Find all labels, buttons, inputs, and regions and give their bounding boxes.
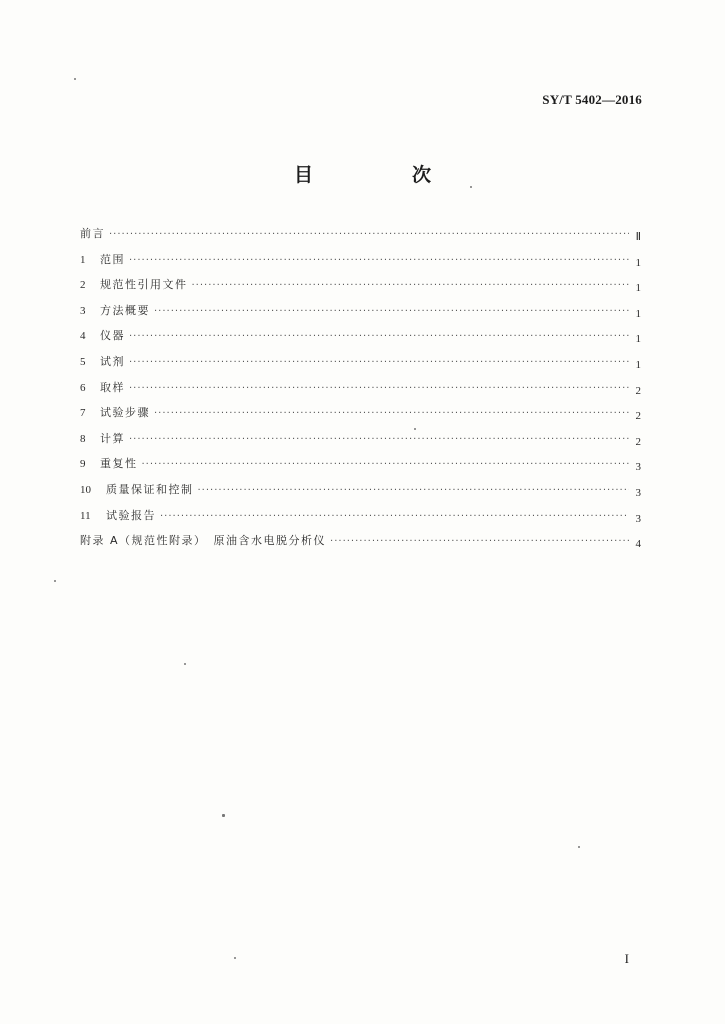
toc-leader-dots xyxy=(330,536,629,547)
toc-entry-label: 重复性 xyxy=(100,457,138,471)
scan-speck xyxy=(578,846,580,848)
toc-entry-6[interactable] xyxy=(80,379,641,405)
toc-leader-dots xyxy=(160,511,629,522)
toc-leader-dots xyxy=(129,357,629,368)
table-of-contents xyxy=(80,225,641,558)
toc-entry-page: 4 xyxy=(635,538,641,551)
toc-leader-dots xyxy=(129,434,629,445)
scan-speck xyxy=(414,428,416,430)
scan-speck xyxy=(470,186,472,188)
toc-entry-label: 附录 A（规范性附录） 原油含水电脱分析仪 xyxy=(80,534,327,548)
toc-entry-number: 3 xyxy=(80,304,86,317)
toc-entry-page: 2 xyxy=(635,435,641,448)
toc-entry-page: 3 xyxy=(635,461,641,474)
toc-entry-number: 11 xyxy=(80,509,91,522)
toc-entry-page: 1 xyxy=(635,256,641,269)
toc-entry-1[interactable] xyxy=(80,251,641,277)
toc-entry-label: 计算 xyxy=(100,431,125,445)
toc-entry-label: 质量保证和控制 xyxy=(106,482,194,496)
toc-entry-page: 3 xyxy=(635,512,641,525)
scan-speck xyxy=(222,814,225,817)
toc-entry-page: 2 xyxy=(635,384,641,397)
toc-entry-label: 试验步骤 xyxy=(100,406,150,420)
toc-entry-number: 8 xyxy=(80,432,86,445)
toc-entry-page: 1 xyxy=(635,333,641,346)
toc-entry-label: 取样 xyxy=(100,380,125,394)
toc-entry-number: 6 xyxy=(80,381,86,394)
toc-entry-page: 1 xyxy=(635,307,641,320)
toc-entry-3[interactable] xyxy=(80,302,641,328)
toc-leader-dots xyxy=(129,383,629,394)
toc-entry-label: 方法概要 xyxy=(100,303,150,317)
toc-entry-page: 3 xyxy=(635,486,641,499)
toc-entry-label: 试验报告 xyxy=(106,508,156,522)
toc-entry-annex-a[interactable] xyxy=(80,532,641,558)
toc-entry-4[interactable] xyxy=(80,327,641,353)
toc-entry-number: 7 xyxy=(80,407,86,420)
toc-entry-label: 仪器 xyxy=(100,329,125,343)
toc-entry-page: 2 xyxy=(635,410,641,423)
scan-speck xyxy=(234,957,236,959)
toc-entry-label: 范围 xyxy=(100,252,125,266)
scan-speck xyxy=(54,580,56,582)
toc-title: 目 次 xyxy=(293,164,471,186)
toc-entry-number: 2 xyxy=(80,279,86,292)
toc-entry-2[interactable] xyxy=(80,276,641,302)
toc-entry-label: 前言 xyxy=(80,227,105,240)
toc-leader-dots xyxy=(198,485,630,496)
toc-leader-dots xyxy=(129,331,629,342)
toc-entry-number: 4 xyxy=(80,330,86,343)
toc-entry-number: 5 xyxy=(80,355,86,368)
toc-entry-5[interactable] xyxy=(80,353,641,379)
standard-code: SY/T 5402—2016 xyxy=(542,92,642,107)
toc-leader-dots xyxy=(109,229,629,240)
scan-speck xyxy=(184,663,186,665)
toc-entry-11[interactable] xyxy=(80,507,641,533)
toc-leader-dots xyxy=(154,306,629,317)
toc-entry-7[interactable] xyxy=(80,404,641,430)
toc-entry-page: Ⅱ xyxy=(635,231,641,243)
toc-entry-label: 规范性引用文件 xyxy=(100,278,188,292)
toc-entry-page: 1 xyxy=(635,358,641,371)
toc-leader-dots xyxy=(129,255,629,266)
toc-leader-dots xyxy=(142,459,630,470)
toc-entry-9[interactable] xyxy=(80,455,641,481)
page-number: I xyxy=(624,951,629,966)
toc-leader-dots xyxy=(154,408,629,419)
toc-entry-number: 9 xyxy=(80,458,86,471)
toc-entry-10[interactable] xyxy=(80,481,641,507)
toc-entry-page: 1 xyxy=(635,282,641,295)
toc-entry-8[interactable] xyxy=(80,430,641,456)
toc-entry-number: 1 xyxy=(80,253,86,266)
toc-entry-foreword[interactable] xyxy=(80,225,641,251)
toc-entry-label: 试剂 xyxy=(100,354,125,368)
toc-entry-number: 10 xyxy=(80,483,91,496)
scan-speck xyxy=(74,78,76,80)
toc-leader-dots xyxy=(192,280,630,291)
